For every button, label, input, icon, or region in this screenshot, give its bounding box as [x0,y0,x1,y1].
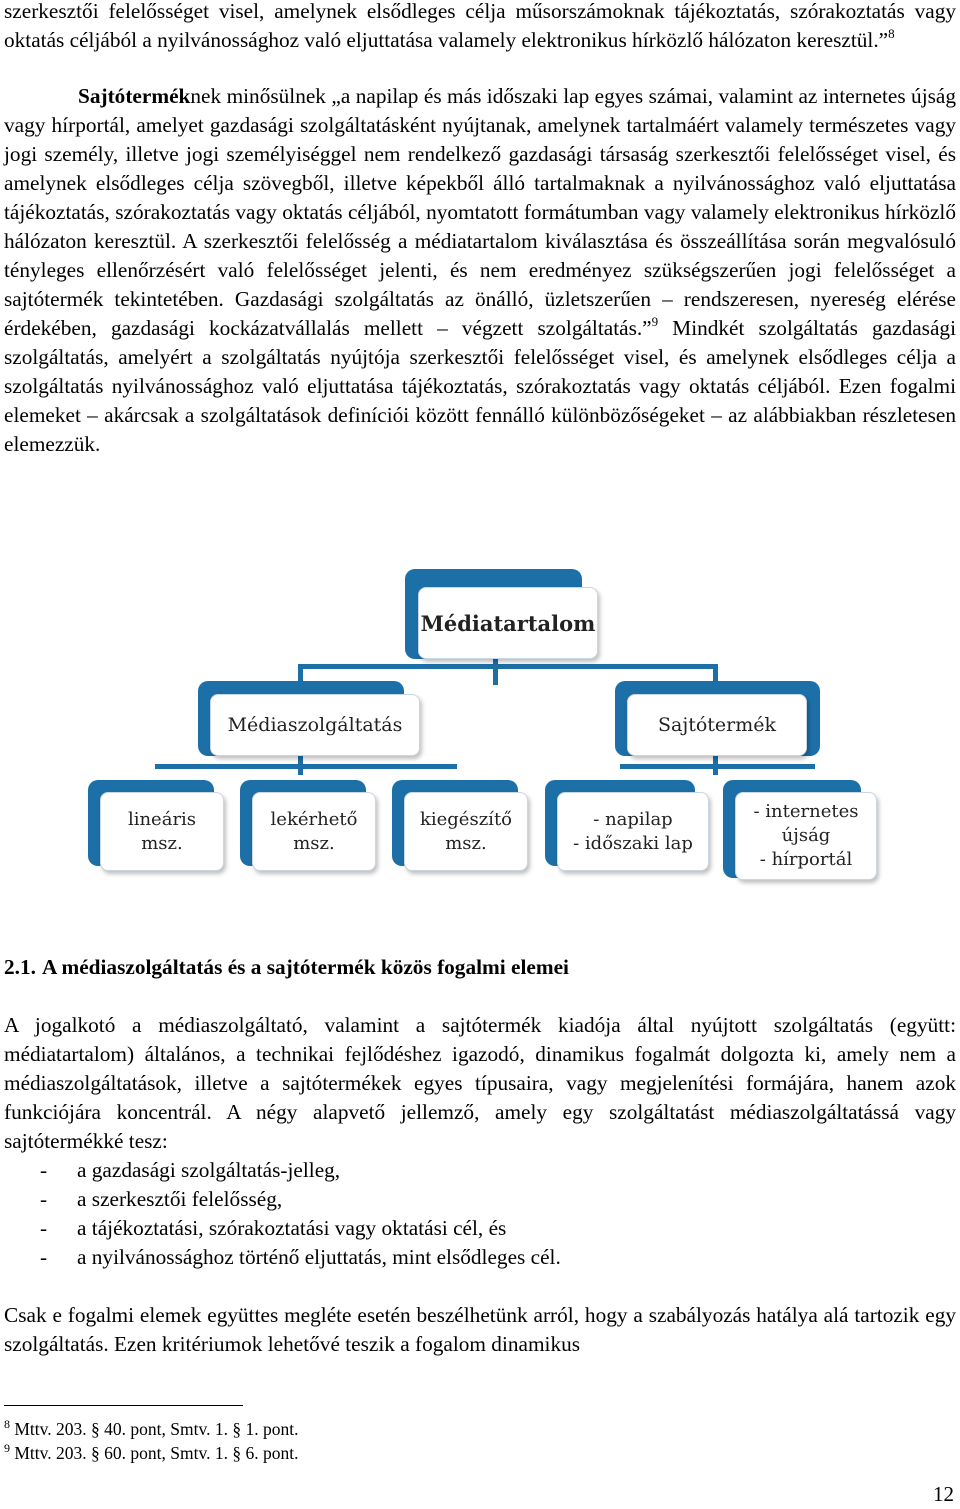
list-item [4,1185,956,1214]
paragraph-2-text-a: nek minősülnek „a napilap és más időszaki lap egyes számai, valamint az internetes újság vagy hírportál, amelyet gazdasági szolgáltatásként nyújtanak, amelynek tartalmáért valamely természetes vagy jogi személy, illetve jogi személyiséggel nem rendelkező gazdasági társaság szerkesztői felelősséget visel, és amelynek elsődleges célja szövegből, illetve képekből álló tartalmaknak a nyilvánossághoz való eljuttatása tájékoztatás, szórakoztatás vagy oktatás céljából, nyomtatott formátumban vagy valamely elektronikus hírközlő hálózaton keresztül. A szerkesztői felelősség a médiatartalom kiválasztása és összeállítása során megvalósuló tényleges ellenőrzésért való felelősséget jelenti, és nem eredményez szükségszerűen jogi felelősséget a sajtótermék tekintetében. Gazdasági szolgáltatás az önálló, üzletszerűen – rendszeresen, nyereség elérése érdekében, gazdasági kockázatvállalás mellett – végzett szolgáltatás.” [4,84,956,340]
level2-node-mediaszolgaltatas [210,694,420,756]
level3-lekerheto-line1: lekérhető [270,808,358,830]
level3-internetes-line1: - internetes [753,801,859,822]
connector-level2-bar [298,664,718,669]
footnote-8 [4,1418,298,1440]
bullet-marker: - [40,1245,48,1269]
level3-internetes-line2: újság [781,825,831,846]
list-item [4,1214,956,1243]
section-title: A médiaszolgáltatás és a sajtótermék közös fogalmi elemei [41,955,569,979]
footnote-8-number: 8 [4,1417,10,1431]
footnote-9-number: 9 [4,1441,10,1455]
list-item-text: a gazdasági szolgáltatás-jelleg, [77,1158,341,1182]
level3-kiegeszito-line2: msz. [445,832,487,854]
footnote-8-text: Mttv. 203. § 40. pont, Smtv. 1. § 1. pont. [14,1419,299,1439]
level3-node-internetes [735,792,877,880]
bullet-marker: - [40,1158,48,1182]
paragraph-1 [4,0,956,55]
section-number: 2.1. [4,955,36,979]
paragraph-2 [4,82,956,459]
connector-root-stem [493,655,498,685]
bullet-marker: - [40,1187,48,1211]
footnote-9 [4,1442,298,1464]
criteria-list [4,1156,956,1272]
list-item [4,1243,956,1272]
paragraph-2-text-b: Mindkét szolgáltatás gazdasági szolgáltatás, amelyért a szolgáltatás nyújtója szerkesztői felelősséget visel, és amelynek elsődleges célja a szolgáltatás nyilvánossághoz való eljuttatása tájékoztatás, szórakoztatás vagy oktatás céljából. Ezen fogalmi elemeket – akárcsak a szolgáltatások definíciói között fennálló különbözőségeket – az alábbiakban részletesen elemezzük. [4,316,956,456]
level3-node-lekerheto [252,792,376,871]
footnote-9-text: Mttv. 203. § 60. pont, Smtv. 1. § 6. pont. [14,1443,299,1463]
level3-linearis-line2: msz. [141,832,183,854]
level3-napilap-line1: - napilap [593,808,673,830]
paragraph-3: A jogalkotó a médiaszolgáltató, valamint a sajtótermék kiadója által nyújtott szolgáltatás (együtt: médiatartalom) általános, a technikai fejlődéshez igazodó, dinamikus fogalmát dolgozta ki, amely nem a médiaszolgáltatások, illetve a sajtótermékek egyes típusaira, vagy megjelenítési formájára, hanem azok funkciójára koncentrál. A négy alapvető jellemző, amely egy szolgáltatást médiaszolgáltatássá vagy sajtótermékké tesz: [4,1013,956,1153]
term-sajtotermek: Sajtótermék [78,84,191,108]
connector-right-bar [620,764,815,769]
section-heading [4,953,569,982]
footnote-separator [4,1405,243,1406]
level3-internetes-line3: - hírportál [759,849,853,870]
level3-node-napilap [557,792,709,871]
paragraph-1-text: szerkesztői felelősséget visel, amelynek elsődleges célja műsorszámoknak tájékoztatás, szórakoztatás vagy oktatás céljából a nyilvánossághoz való eljuttatása valamely elektronikus hírközlő hálózaton keresztül.” [4,0,956,52]
footnote-ref-8[interactable]: 8 [888,26,895,41]
list-item-text: a szerkesztői felelősség, [77,1187,283,1211]
level3-node-linearis [100,792,224,871]
level3-linearis-line1: lineáris [127,808,197,830]
paragraph-4: Csak e fogalmi elemek együttes megléte esetén beszélhetünk arról, hogy a szabályozás hatálya alá tartozik egy szolgáltatás. Ezen kritériumok lehetővé teszik a fogalom dinamikus [4,1303,956,1356]
level2-node-sajtotermek [627,694,807,756]
level2-label-sajtotermek: Sajtótermék [657,714,777,736]
page-number: 12 [933,1482,954,1506]
level2-label-mediaszolgaltatas: Médiaszolgáltatás [227,714,403,736]
level3-kiegeszito-line1: kiegészítő [419,808,513,830]
level3-node-kiegeszito [404,792,528,871]
list-item-text: a tájékoztatási, szórakoztatási vagy oktatási cél, és [77,1216,507,1240]
level3-napilap-line2: - időszaki lap [573,832,693,854]
bullet-marker: - [40,1216,48,1240]
level3-lekerheto-line2: msz. [293,832,335,854]
root-node [418,587,598,659]
connector-left-bar [155,764,457,769]
list-item [4,1156,956,1185]
media-content-diagram [0,560,960,890]
list-item-text: a nyilvánossághoz történő eljuttatás, mint elsődleges cél. [77,1245,561,1269]
root-node-label: Médiatartalom [420,610,596,636]
footnote-ref-9[interactable]: 9 [651,314,659,329]
